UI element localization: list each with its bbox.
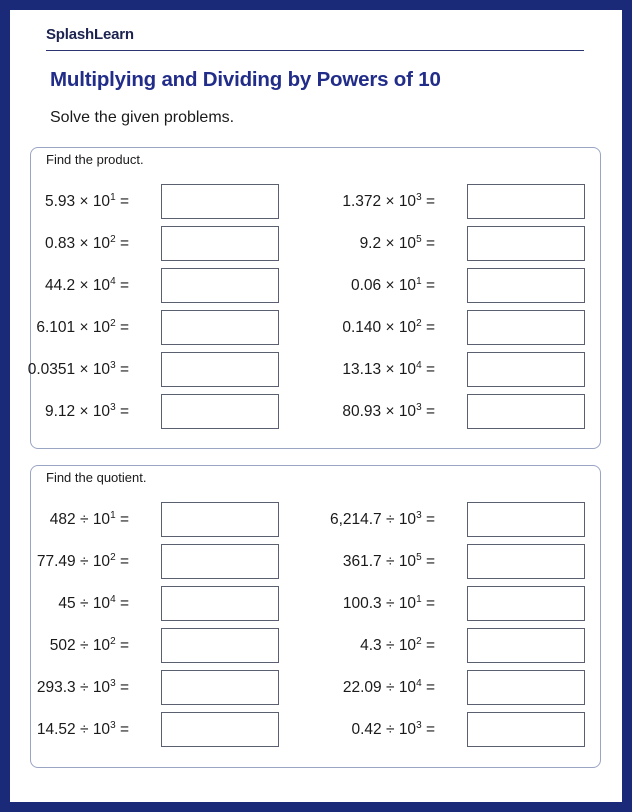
base-number: 44.2 (44, 277, 76, 294)
problem-row (31, 628, 600, 664)
operator-sign: ÷ (79, 511, 89, 528)
problem-expression (360, 226, 435, 262)
answer-box[interactable] (467, 586, 585, 621)
base-number: 9.2 (359, 235, 382, 252)
operator-sign: × (79, 235, 89, 252)
power-base: 10 (398, 193, 417, 210)
equals-sign: = (119, 511, 129, 528)
exponent: 3 (110, 360, 116, 371)
problem-row (31, 502, 600, 538)
power-base: 10 (92, 403, 111, 420)
equals-sign: = (425, 679, 435, 696)
equals-sign: = (119, 553, 129, 570)
equals-sign: = (119, 679, 129, 696)
operator-sign: × (385, 277, 395, 294)
power-base: 10 (92, 679, 111, 696)
problem-row (31, 712, 600, 748)
equals-sign: = (119, 277, 129, 294)
exponent: 5 (416, 234, 422, 245)
operator-sign: ÷ (79, 679, 89, 696)
base-number: 5.93 (44, 193, 76, 210)
power-base: 10 (398, 595, 417, 612)
problem-row (31, 544, 600, 580)
problem-row (31, 226, 600, 262)
problem-expression (342, 310, 435, 346)
answer-box[interactable] (467, 268, 585, 303)
power-base: 10 (92, 637, 111, 654)
base-number: 0.0351 (27, 361, 76, 378)
exponent: 2 (416, 636, 422, 647)
base-number: 6.101 (36, 319, 76, 336)
exponent: 3 (416, 192, 422, 203)
power-base: 10 (398, 277, 417, 294)
exponent: 2 (110, 234, 116, 245)
answer-box[interactable] (467, 544, 585, 579)
operator-sign: ÷ (385, 553, 395, 570)
power-base: 10 (92, 193, 111, 210)
answer-box[interactable] (467, 712, 585, 747)
power-base: 10 (398, 235, 417, 252)
instruction-text: Solve the given problems. (50, 109, 235, 126)
base-number: 14.52 (36, 721, 76, 738)
operator-sign: ÷ (385, 679, 395, 696)
equals-sign: = (425, 637, 435, 654)
problem-row (31, 586, 600, 622)
brand-logo: SplashLearn (46, 26, 134, 43)
base-number: 482 (49, 511, 76, 528)
base-number: 80.93 (342, 403, 382, 420)
equals-sign: = (425, 403, 435, 420)
equals-sign: = (425, 595, 435, 612)
section-label: Find the quotient. (46, 470, 147, 485)
exponent: 2 (110, 318, 116, 329)
exponent: 3 (416, 510, 422, 521)
operator-sign: × (79, 193, 89, 210)
power-base: 10 (92, 553, 111, 570)
operator-sign: ÷ (385, 721, 395, 738)
power-base: 10 (398, 721, 417, 738)
quotient-section (30, 465, 601, 768)
equals-sign: = (119, 637, 129, 654)
operator-sign: ÷ (385, 637, 395, 654)
power-base: 10 (92, 319, 111, 336)
base-number: 13.13 (342, 361, 382, 378)
exponent: 1 (110, 192, 116, 203)
problem-expression (352, 712, 436, 748)
problem-expression (342, 394, 435, 430)
problem-row (31, 310, 600, 346)
exponent: 3 (110, 678, 116, 689)
power-base: 10 (398, 679, 417, 696)
base-number: 361.7 (342, 553, 382, 570)
equals-sign: = (119, 595, 129, 612)
base-number: 4.3 (360, 637, 382, 654)
problem-expression (360, 628, 435, 664)
problem-expression (343, 544, 435, 580)
worksheet-page (10, 10, 622, 802)
exponent: 4 (416, 360, 422, 371)
operator-sign: × (385, 319, 395, 336)
problem-row (31, 394, 600, 430)
equals-sign: = (119, 361, 129, 378)
exponent: 2 (416, 318, 422, 329)
operator-sign: × (79, 361, 89, 378)
exponent: 5 (416, 552, 422, 563)
power-base: 10 (398, 511, 417, 528)
answer-box[interactable] (467, 670, 585, 705)
power-base: 10 (398, 553, 417, 570)
answer-box[interactable] (467, 394, 585, 429)
operator-sign: × (79, 403, 89, 420)
operator-sign: ÷ (79, 637, 89, 654)
equals-sign: = (425, 193, 435, 210)
operator-sign: × (79, 319, 89, 336)
base-number: 45 (58, 595, 76, 612)
exponent: 2 (110, 552, 116, 563)
problem-expression (330, 502, 435, 538)
exponent: 4 (416, 678, 422, 689)
base-number: 6,214.7 (329, 511, 382, 528)
exponent: 3 (416, 720, 422, 731)
exponent: 3 (416, 402, 422, 413)
product-section (27, 147, 601, 449)
section-label: Find the product. (46, 152, 144, 167)
equals-sign: = (425, 721, 435, 738)
base-number: 0.06 (350, 277, 382, 294)
power-base: 10 (92, 277, 111, 294)
base-number: 293.3 (36, 679, 76, 696)
equals-sign: = (119, 403, 129, 420)
operator-sign: × (385, 235, 395, 252)
equals-sign: = (425, 277, 435, 294)
answer-box[interactable] (467, 226, 585, 261)
problem-expression (343, 586, 435, 622)
exponent: 4 (110, 594, 116, 605)
power-base: 10 (92, 361, 111, 378)
page-title: Multiplying and Dividing by Powers of 10 (50, 68, 441, 91)
power-base: 10 (92, 511, 111, 528)
base-number: 0.83 (44, 235, 76, 252)
exponent: 4 (110, 276, 116, 287)
equals-sign: = (119, 235, 129, 252)
answer-box[interactable] (467, 352, 585, 387)
base-number: 100.3 (342, 595, 382, 612)
base-number: 9.12 (44, 403, 76, 420)
base-number: 502 (49, 637, 76, 654)
operator-sign: × (385, 193, 395, 210)
answer-box[interactable] (467, 310, 585, 345)
power-base: 10 (92, 235, 111, 252)
problem-row (31, 184, 600, 220)
exponent: 1 (110, 510, 116, 521)
equals-sign: = (425, 235, 435, 252)
power-base: 10 (398, 361, 417, 378)
problem-row (31, 268, 600, 304)
operator-sign: × (79, 277, 89, 294)
problem-expression (342, 352, 435, 388)
operator-sign: ÷ (79, 595, 89, 612)
header-divider (46, 50, 584, 51)
exponent: 3 (110, 402, 116, 413)
power-base: 10 (92, 595, 111, 612)
operator-sign: × (385, 361, 395, 378)
base-number: 77.49 (36, 553, 76, 570)
operator-sign: ÷ (385, 511, 395, 528)
problem-expression (351, 268, 435, 304)
exponent: 2 (110, 636, 116, 647)
operator-sign: ÷ (79, 553, 89, 570)
equals-sign: = (425, 361, 435, 378)
power-base: 10 (92, 721, 111, 738)
equals-sign: = (119, 193, 129, 210)
answer-box[interactable] (467, 502, 585, 537)
exponent: 3 (110, 720, 116, 731)
problem-row (31, 670, 600, 706)
power-base: 10 (398, 403, 417, 420)
base-number: 0.42 (351, 721, 382, 738)
equals-sign: = (425, 553, 435, 570)
exponent: 1 (416, 276, 422, 287)
base-number: 0.140 (342, 319, 382, 336)
power-base: 10 (398, 319, 417, 336)
problem-expression (342, 184, 435, 220)
problem-row (31, 352, 600, 388)
equals-sign: = (425, 511, 435, 528)
base-number: 1.372 (342, 193, 382, 210)
equals-sign: = (119, 721, 129, 738)
answer-box[interactable] (467, 628, 585, 663)
problem-expression (343, 670, 435, 706)
answer-box[interactable] (467, 184, 585, 219)
operator-sign: × (385, 403, 395, 420)
power-base: 10 (398, 637, 417, 654)
equals-sign: = (425, 319, 435, 336)
exponent: 1 (416, 594, 422, 605)
equals-sign: = (119, 319, 129, 336)
operator-sign: ÷ (79, 721, 89, 738)
base-number: 22.09 (342, 679, 382, 696)
operator-sign: ÷ (385, 595, 395, 612)
